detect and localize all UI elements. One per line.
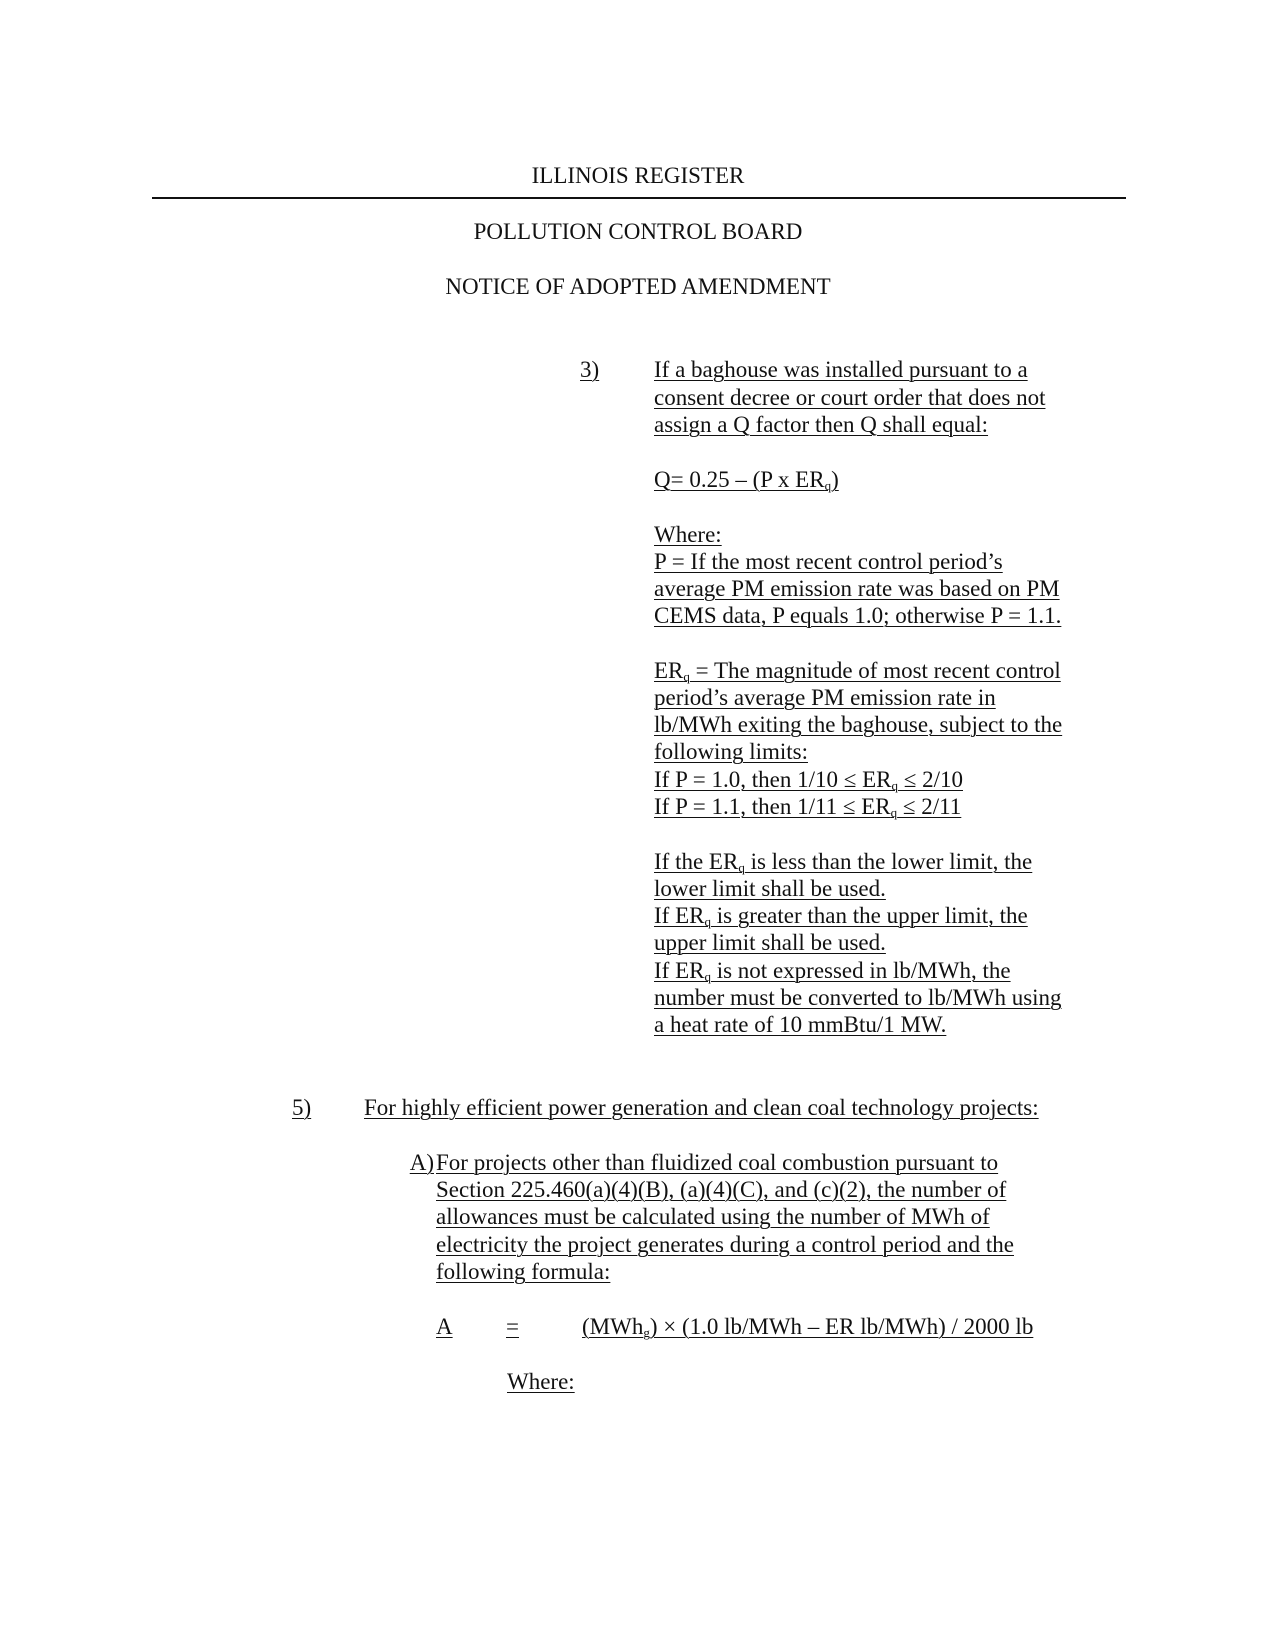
item-5a-line-1: For projects other than fluidized coal combustion pursuant to	[436, 1150, 999, 1175]
item-3-line-2: consent decree or court order that does not	[654, 385, 1046, 410]
rule-3-line-1: If $ER_q$ is not expressed in lb/MWh, the	[654, 958, 1011, 984]
register-title: ILLINOIS REGISTER	[531, 163, 745, 188]
item-3-line-3: assign a Q factor then Q shall equal:	[654, 412, 989, 437]
agency-title: POLLUTION CONTROL BOARD	[473, 219, 803, 244]
item-5a-line-3: allowances must be calculated using the number of MWh of	[436, 1204, 990, 1229]
item-3-line-1: If a baghouse was installed pursuant to a	[654, 357, 1028, 382]
limit-line-1: If P = 1.0, then $1/10 \le ER_q \le 2/10$	[654, 767, 963, 793]
rule-1-line-1: If the $ER_q$ is less than the lower limit, the	[654, 849, 1033, 875]
item-5a-line-4: electricity the project generates during a control period and the	[436, 1232, 1014, 1257]
p-def-line-1: P = If the most recent control period’s	[654, 549, 1003, 574]
where-label: Where:	[654, 522, 722, 547]
item-3-label: 3)	[580, 357, 600, 382]
erq-def-line-2: period’s average PM emission rate in	[654, 685, 996, 710]
header-rule	[152, 197, 1126, 199]
p-def-line-3: CEMS data, P equals 1.0; otherwise P = 1.1.	[654, 603, 1062, 628]
item-5a-label: A)	[409, 1150, 434, 1175]
erq-def-line-1: $ER_q$ = The magnitude of most recent control	[654, 658, 1061, 684]
item-5a-line-5: following formula:	[436, 1259, 611, 1284]
rule-3-line-2: number must be converted to lb/MWh using	[654, 985, 1062, 1010]
rule-2-line-2: upper limit shall be used.	[654, 930, 886, 955]
equation-rhs: (MWh$_g$) × (1.0 lb/MWh – ER lb/MWh) / 2000 lb	[582, 1314, 1034, 1340]
rule-2-line-1: If $ER_q$ is greater than the upper limit, the	[654, 903, 1028, 929]
item-5a-line-2: Section 225.460(a)(4)(B), (a)(4)(C), and (c)(2), the number of	[436, 1177, 1007, 1202]
p-def-line-2: average PM emission rate was based on PM	[654, 576, 1060, 601]
equation-lhs: A	[436, 1314, 453, 1339]
erq-def-line-3: lb/MWh exiting the baghouse, subject to the	[654, 712, 1063, 737]
limit-line-2: If P = 1.1, then $1/11 \le ER_q \le 2/11$	[654, 794, 962, 820]
item-5-text: For highly efficient power generation and clean coal technology projects:	[364, 1095, 1039, 1120]
item-5a-where-label: Where:	[507, 1369, 575, 1394]
item-5-label: 5)	[292, 1095, 312, 1120]
equation-sign: =	[506, 1314, 519, 1339]
q-formula: Q= 0.25 – (P x $ER_q$)	[654, 467, 839, 493]
notice-title: NOTICE OF ADOPTED AMENDMENT	[445, 274, 831, 299]
rule-1-line-2: lower limit shall be used.	[654, 876, 886, 901]
erq-def-line-4: following limits:	[654, 739, 808, 764]
rule-3-line-3: a heat rate of 10 mmBtu/1 MW.	[654, 1012, 947, 1037]
